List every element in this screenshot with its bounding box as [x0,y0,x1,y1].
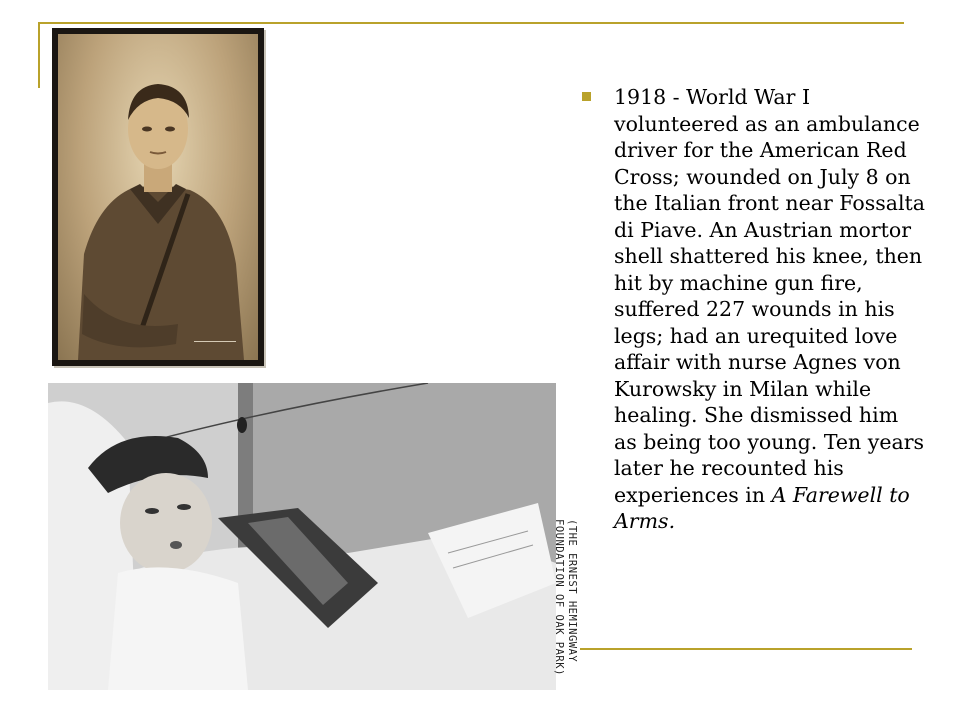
portrait-image [58,34,258,360]
top-rule [38,22,904,24]
hospital-bed-photo [48,383,556,690]
photo-credit-line-2: FOUNDATION OF OAK PARK) [553,519,565,676]
left-rule [38,22,40,88]
hospital-scene [48,383,556,690]
portrait-photo [52,28,264,366]
bullet-body-text: 1918 - World War I volunteered as an ambulance driver for the American Red Cross; wounded on July 8 on the Italian front near Fossalta di Piave. An Austrian mortor shell shattered his knee, then hit by machine gun fire, suffered 227 wounds in his legs; had an urequited love affair with nurse Agnes von Kurowsky in Milan while healing. She dismissed him as being too young. Ten years later he recounted his experiences in [614,85,925,507]
photo-credit-text [552,519,578,676]
portrait-figure [58,34,258,360]
photo-credit [552,519,580,691]
photo-signature [194,327,236,342]
bullet-paragraph [580,84,925,535]
bullet-text-block [580,84,925,535]
bottom-rule [580,648,912,650]
photo-credit-line-1: (THE ERNEST HEMINGWAY [566,519,578,663]
book-title: A Farewell to Arms. [614,482,910,533]
